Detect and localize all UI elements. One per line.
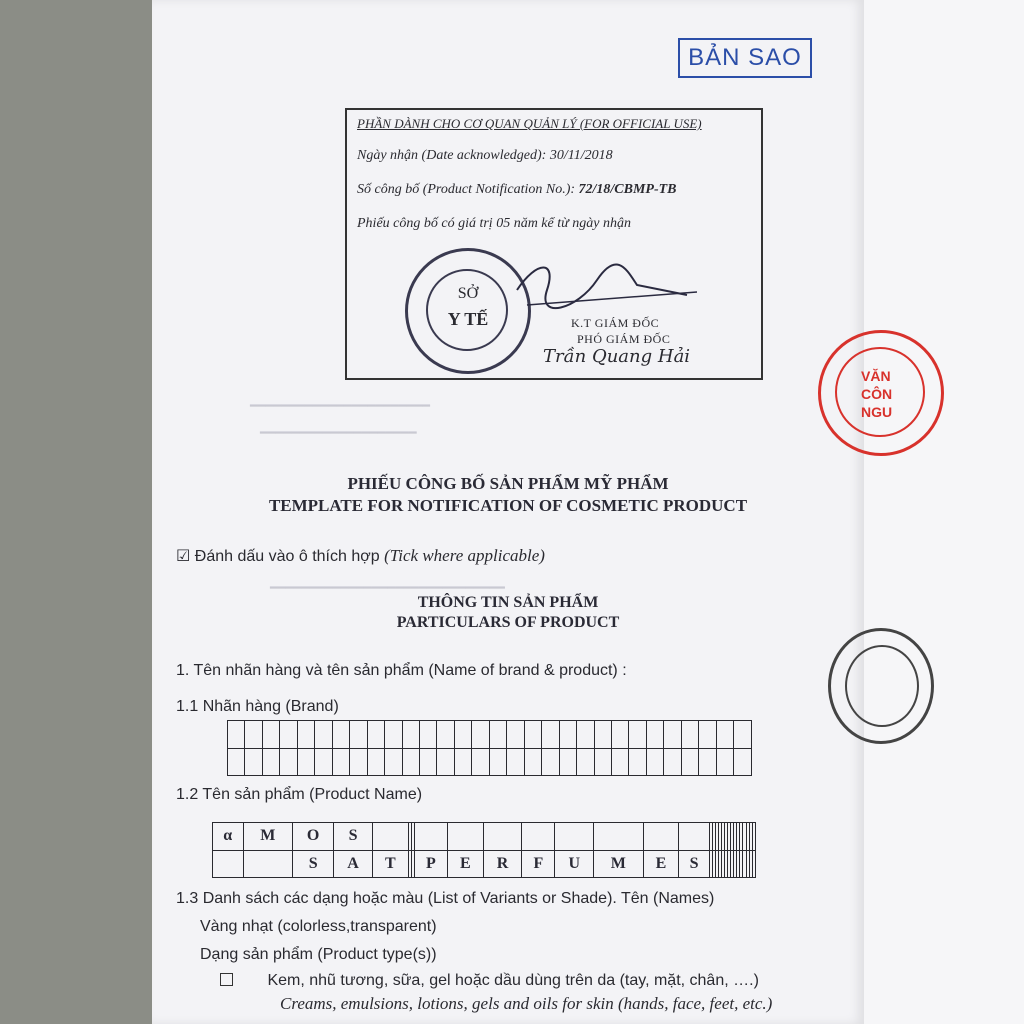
grid-cell bbox=[419, 721, 436, 749]
signer-title-1: K.T GIÁM ĐỐC bbox=[571, 316, 660, 330]
grid-cell bbox=[646, 748, 663, 776]
grid-cell bbox=[243, 850, 292, 878]
show-through-text: ━━━━━━━━━━━━━━━━━━━━━━━━━━━━━━ bbox=[270, 580, 505, 595]
grid-row bbox=[213, 823, 756, 851]
grid-cell bbox=[681, 748, 698, 776]
grid-cell bbox=[752, 823, 755, 851]
grid-cell bbox=[350, 721, 367, 749]
grid-cell bbox=[629, 748, 646, 776]
product-name-grid bbox=[212, 822, 756, 878]
option-checkbox[interactable] bbox=[220, 973, 233, 986]
grid-row bbox=[228, 721, 752, 749]
notification-number: Số công bố (Product Notification No.): 72/18/CBMP-TB bbox=[357, 182, 677, 197]
grid-cell bbox=[472, 721, 489, 749]
grid-cell bbox=[262, 721, 279, 749]
grid-cell bbox=[228, 721, 245, 749]
grid-cell bbox=[643, 823, 679, 851]
grid-cell: R bbox=[483, 850, 522, 878]
grid-cell bbox=[367, 748, 384, 776]
grid-cell bbox=[699, 748, 716, 776]
section-title-vi: THÔNG TIN SẢN PHẨM bbox=[417, 594, 599, 611]
health-department-seal: SỞ Y TẾ bbox=[405, 248, 531, 374]
grid-cell bbox=[542, 721, 559, 749]
grid-cell bbox=[577, 721, 594, 749]
grid-cell bbox=[472, 748, 489, 776]
grid-cell bbox=[402, 721, 419, 749]
tick-instruction: ☑ Đánh dấu vào ô thích hợp (Tick where applicable) bbox=[176, 546, 545, 565]
grid-cell: M bbox=[243, 823, 292, 851]
type-option-row: Kem, nhũ tương, sữa, gel hoặc dầu dùng trên da (tay, mặt, chân, ….) bbox=[220, 972, 759, 990]
grid-cell bbox=[483, 823, 522, 851]
brand-grid bbox=[227, 720, 752, 776]
grid-cell bbox=[522, 823, 555, 851]
grid-row bbox=[228, 748, 752, 776]
grid-cell bbox=[611, 721, 628, 749]
grid-cell: E bbox=[643, 850, 679, 878]
grid-cell bbox=[262, 748, 279, 776]
grid-cell bbox=[385, 748, 402, 776]
grid-cell bbox=[245, 721, 262, 749]
signer-name: Trần Quang Hải bbox=[543, 346, 691, 367]
grid-cell bbox=[577, 748, 594, 776]
grid-cell bbox=[716, 721, 733, 749]
official-box-title: PHẦN DÀNH CHO CƠ QUAN QUẢN LÝ (FOR OFFICIAL USE) bbox=[357, 116, 702, 131]
item-1-3-label: 1.3 Danh sách các dạng hoặc màu (List of Variants or Shade). Tên (Names) bbox=[176, 890, 715, 907]
grid-cell bbox=[699, 721, 716, 749]
grid-cell bbox=[664, 748, 681, 776]
grid-cell bbox=[664, 721, 681, 749]
grid-cell bbox=[716, 748, 733, 776]
grid-cell bbox=[594, 823, 643, 851]
signer-title-2: PHÓ GIÁM ĐỐC bbox=[577, 332, 671, 346]
date-acknowledged: Ngày nhận (Date acknowledged): 30/11/2018 bbox=[357, 148, 613, 163]
grid-cell bbox=[734, 748, 752, 776]
grid-row bbox=[213, 850, 756, 878]
grid-cell bbox=[524, 748, 541, 776]
grid-cell bbox=[419, 748, 436, 776]
item-1-label: 1. Tên nhãn hàng và tên sản phẩm (Name of brand & product) : bbox=[176, 662, 627, 679]
grid-cell bbox=[559, 721, 576, 749]
grid-cell bbox=[297, 721, 314, 749]
validity-note: Phiếu công bố có giá trị 05 năm kể từ ngày nhận bbox=[357, 216, 631, 231]
grid-cell bbox=[629, 721, 646, 749]
grid-cell bbox=[489, 721, 506, 749]
grid-cell: U bbox=[555, 850, 594, 878]
show-through-text: ━━━━━━━━━━━━━━━━━━━━━━━ bbox=[250, 398, 431, 413]
grid-cell: F bbox=[522, 850, 555, 878]
form-title-en: TEMPLATE FOR NOTIFICATION OF COSMETIC PRODUCT bbox=[268, 496, 748, 515]
grid-cell bbox=[315, 721, 332, 749]
grid-cell bbox=[385, 721, 402, 749]
grid-cell bbox=[367, 721, 384, 749]
grid-cell bbox=[752, 850, 755, 878]
red-office-stamp: VĂN CÔN NGU bbox=[818, 330, 944, 456]
grid-cell: E bbox=[447, 850, 483, 878]
grid-cell bbox=[594, 721, 611, 749]
grid-cell bbox=[646, 721, 663, 749]
variant-name: Vàng nhạt (colorless,transparent) bbox=[200, 918, 437, 935]
grid-cell: S bbox=[679, 850, 709, 878]
grid-cell bbox=[611, 748, 628, 776]
grid-cell bbox=[489, 748, 506, 776]
grid-cell bbox=[280, 721, 297, 749]
grid-cell bbox=[414, 823, 447, 851]
official-use-box bbox=[345, 108, 763, 380]
grid-cell bbox=[454, 721, 471, 749]
grid-cell bbox=[280, 748, 297, 776]
grid-cell bbox=[350, 748, 367, 776]
grid-cell bbox=[507, 721, 524, 749]
grid-cell bbox=[734, 721, 752, 749]
grid-cell bbox=[437, 748, 454, 776]
item-1-1-label: 1.1 Nhãn hàng (Brand) bbox=[176, 698, 339, 715]
grid-cell bbox=[402, 748, 419, 776]
grid-cell bbox=[437, 721, 454, 749]
grid-cell: O bbox=[292, 823, 333, 851]
underlying-page bbox=[864, 0, 1024, 1024]
copy-stamp: BẢN SAO bbox=[678, 38, 812, 78]
form-title-vi: PHIẾU CÔNG BỐ SẢN PHẨM MỸ PHẨM bbox=[347, 474, 669, 493]
show-through-text: ━━━━━━━━━━━━━━━━━━━━ bbox=[260, 425, 417, 440]
grid-cell bbox=[454, 748, 471, 776]
grid-cell bbox=[332, 721, 349, 749]
grid-cell bbox=[594, 748, 611, 776]
grey-stamp bbox=[828, 628, 934, 744]
grid-cell bbox=[332, 748, 349, 776]
grid-cell: T bbox=[372, 850, 408, 878]
type-option-en: Creams, emulsions, lotions, gels and oils for skin (hands, face, feet, etc.) bbox=[280, 994, 773, 1013]
grid-cell bbox=[559, 748, 576, 776]
grid-cell: S bbox=[292, 850, 333, 878]
grid-cell bbox=[315, 748, 332, 776]
grid-cell bbox=[507, 748, 524, 776]
grid-cell: P bbox=[414, 850, 447, 878]
grid-cell bbox=[372, 823, 408, 851]
grid-cell bbox=[245, 748, 262, 776]
grid-cell bbox=[297, 748, 314, 776]
grid-cell bbox=[681, 721, 698, 749]
grid-cell bbox=[447, 823, 483, 851]
grid-cell bbox=[542, 748, 559, 776]
section-title-en: PARTICULARS OF PRODUCT bbox=[396, 614, 620, 631]
grid-cell: α bbox=[213, 823, 244, 851]
grid-cell bbox=[228, 748, 245, 776]
grid-cell bbox=[555, 823, 594, 851]
product-type-label: Dạng sản phẩm (Product type(s)) bbox=[200, 946, 437, 963]
grid-cell bbox=[213, 850, 244, 878]
grid-cell bbox=[524, 721, 541, 749]
grid-cell: S bbox=[334, 823, 373, 851]
grid-cell: A bbox=[334, 850, 373, 878]
item-1-2-label: 1.2 Tên sản phẩm (Product Name) bbox=[176, 786, 423, 803]
grid-cell: M bbox=[594, 850, 643, 878]
grid-cell bbox=[679, 823, 709, 851]
